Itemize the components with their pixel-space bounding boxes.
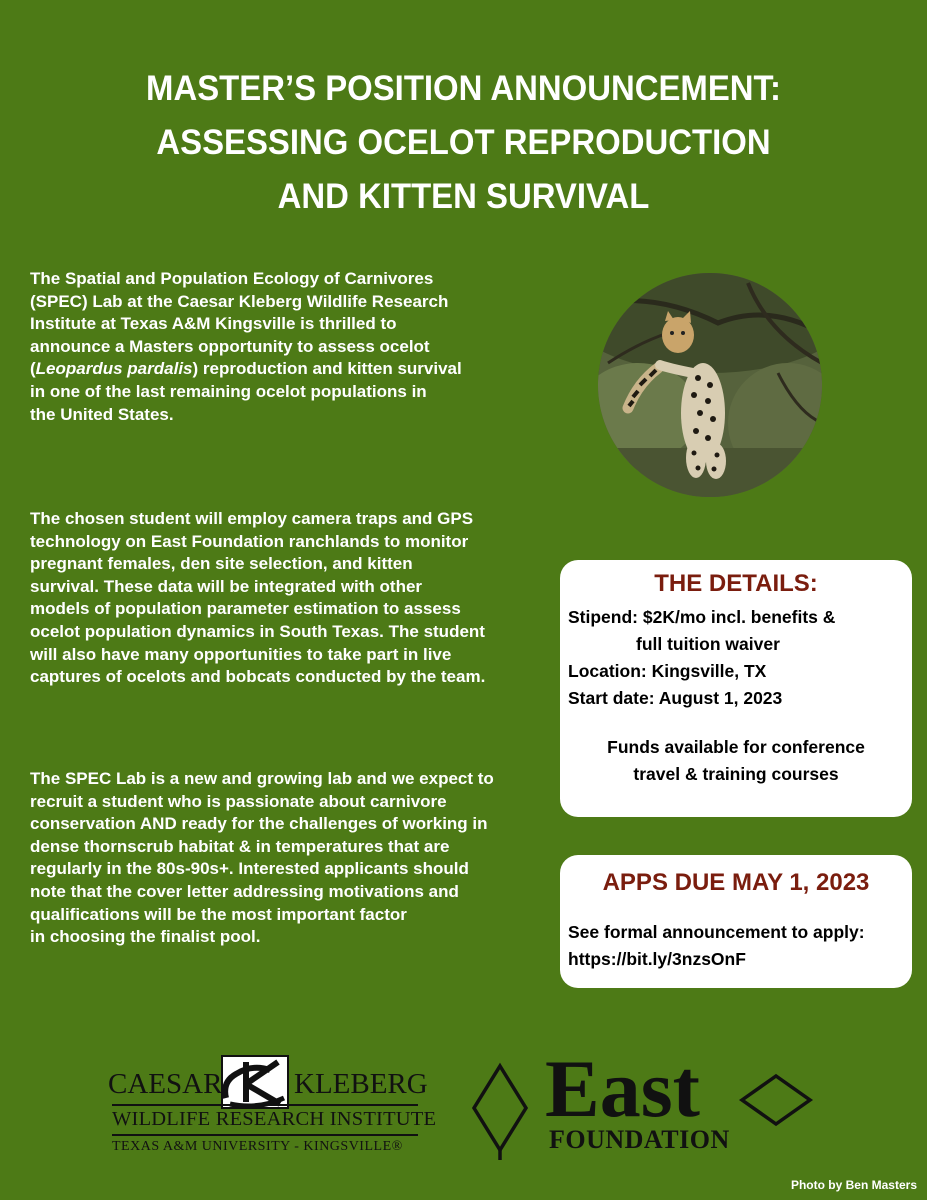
photo-credit: Photo by Ben Masters bbox=[790, 1178, 917, 1192]
lab-line: in choosing the finalist pool. bbox=[30, 927, 261, 947]
apply-instructions: See formal announcement to apply: bbox=[568, 922, 865, 942]
student-line: The chosen student will employ camera traps and GPS bbox=[30, 509, 474, 528]
details-box bbox=[560, 560, 912, 817]
apply-link[interactable]: https://bit.ly/3nzsOnF bbox=[568, 949, 746, 969]
paren-open: ( bbox=[30, 359, 36, 379]
student-line: ocelot population dynamics in South Texas. The student bbox=[30, 621, 485, 641]
east-wordmark: East bbox=[545, 1043, 700, 1134]
intro-line-rest: ) reproduction and kitten survival bbox=[192, 359, 462, 379]
species-name: Leopardus pardalis bbox=[35, 359, 193, 379]
logo-caesar-text: CAESAR bbox=[108, 1068, 223, 1100]
lab-line: regularly in the 80s-90s+. Interested applicants should bbox=[30, 859, 469, 879]
lab-line: note that the cover letter addressing motivations and bbox=[30, 881, 459, 901]
student-line: pregnant females, den site selection, and kitten bbox=[30, 554, 413, 574]
logo-kleberg-text: KLEBERG bbox=[294, 1068, 428, 1100]
details-heading: THE DETAILS: bbox=[654, 570, 818, 597]
student-line: technology on East Foundation ranchlands to monitor bbox=[30, 531, 469, 551]
intro-line bbox=[30, 358, 560, 381]
intro-line: (SPEC) Lab at the Caesar Kleberg Wildlife Research bbox=[30, 291, 449, 311]
intro-paragraph bbox=[30, 268, 560, 426]
student-paragraph bbox=[30, 508, 560, 689]
stipend-line-2: full tuition waiver bbox=[636, 634, 780, 654]
diamond-right-icon bbox=[738, 1072, 814, 1128]
lab-line: The SPEC Lab is a new and growing lab and we expect to bbox=[30, 769, 494, 788]
intro-line: the United States. bbox=[30, 404, 174, 424]
intro-line: The Spatial and Population Ecology of Carnivores bbox=[30, 269, 434, 288]
logo-university-text: TEXAS A&M UNIVERSITY - KINGSVILLE® bbox=[112, 1139, 403, 1154]
intro-line: in one of the last remaining ocelot populations in bbox=[30, 381, 427, 401]
logo-divider bbox=[112, 1104, 418, 1106]
logo-wildlife-text: WILDLIFE RESEARCH INSTITUTE bbox=[112, 1108, 437, 1130]
title-line-3: AND KITTEN SURVIVAL bbox=[277, 177, 650, 216]
ocelot-photo bbox=[598, 273, 822, 497]
stipend-line: Stipend: $2K/mo incl. benefits & bbox=[568, 607, 836, 627]
lab-line: qualifications will be the most important factor bbox=[30, 904, 407, 924]
foundation-wordmark: FOUNDATION bbox=[549, 1125, 730, 1154]
start-date-line: Start date: August 1, 2023 bbox=[568, 688, 783, 708]
ocelot-illustration bbox=[598, 273, 822, 497]
logo-divider bbox=[112, 1134, 418, 1136]
apps-heading: APPS DUE MAY 1, 2023 bbox=[602, 869, 870, 896]
student-line: will also have many opportunities to take part in live bbox=[30, 644, 452, 664]
funds-line-1: Funds available for conference bbox=[607, 737, 865, 757]
intro-line: announce a Masters opportunity to assess ocelot bbox=[30, 336, 430, 356]
title-line-2: ASSESSING OCELOT REPRODUCTION bbox=[156, 123, 771, 162]
lab-line: recruit a student who is passionate about carnivore bbox=[30, 791, 447, 811]
student-line: survival. These data will be integrated with other bbox=[30, 576, 423, 596]
intro-line: Institute at Texas A&M Kingsville is thrilled to bbox=[30, 314, 397, 334]
student-line: models of population parameter estimation to assess bbox=[30, 599, 461, 619]
funds-line-2: travel & training courses bbox=[633, 764, 839, 784]
title-line-1: MASTER’S POSITION ANNOUNCEMENT: bbox=[146, 69, 781, 108]
location-line: Location: Kingsville, TX bbox=[568, 661, 767, 681]
lab-line: conservation AND ready for the challenges of working in bbox=[30, 814, 488, 834]
apps-box bbox=[560, 855, 912, 988]
student-line: captures of ocelots and bobcats conducted by the team. bbox=[30, 667, 486, 687]
ck-emblem-icon bbox=[218, 1054, 292, 1110]
page-title bbox=[28, 62, 899, 224]
diamond-left-icon bbox=[470, 1062, 530, 1160]
lab-paragraph bbox=[30, 768, 560, 949]
lab-line: dense thornscrub habitat & in temperatures that are bbox=[30, 836, 450, 856]
